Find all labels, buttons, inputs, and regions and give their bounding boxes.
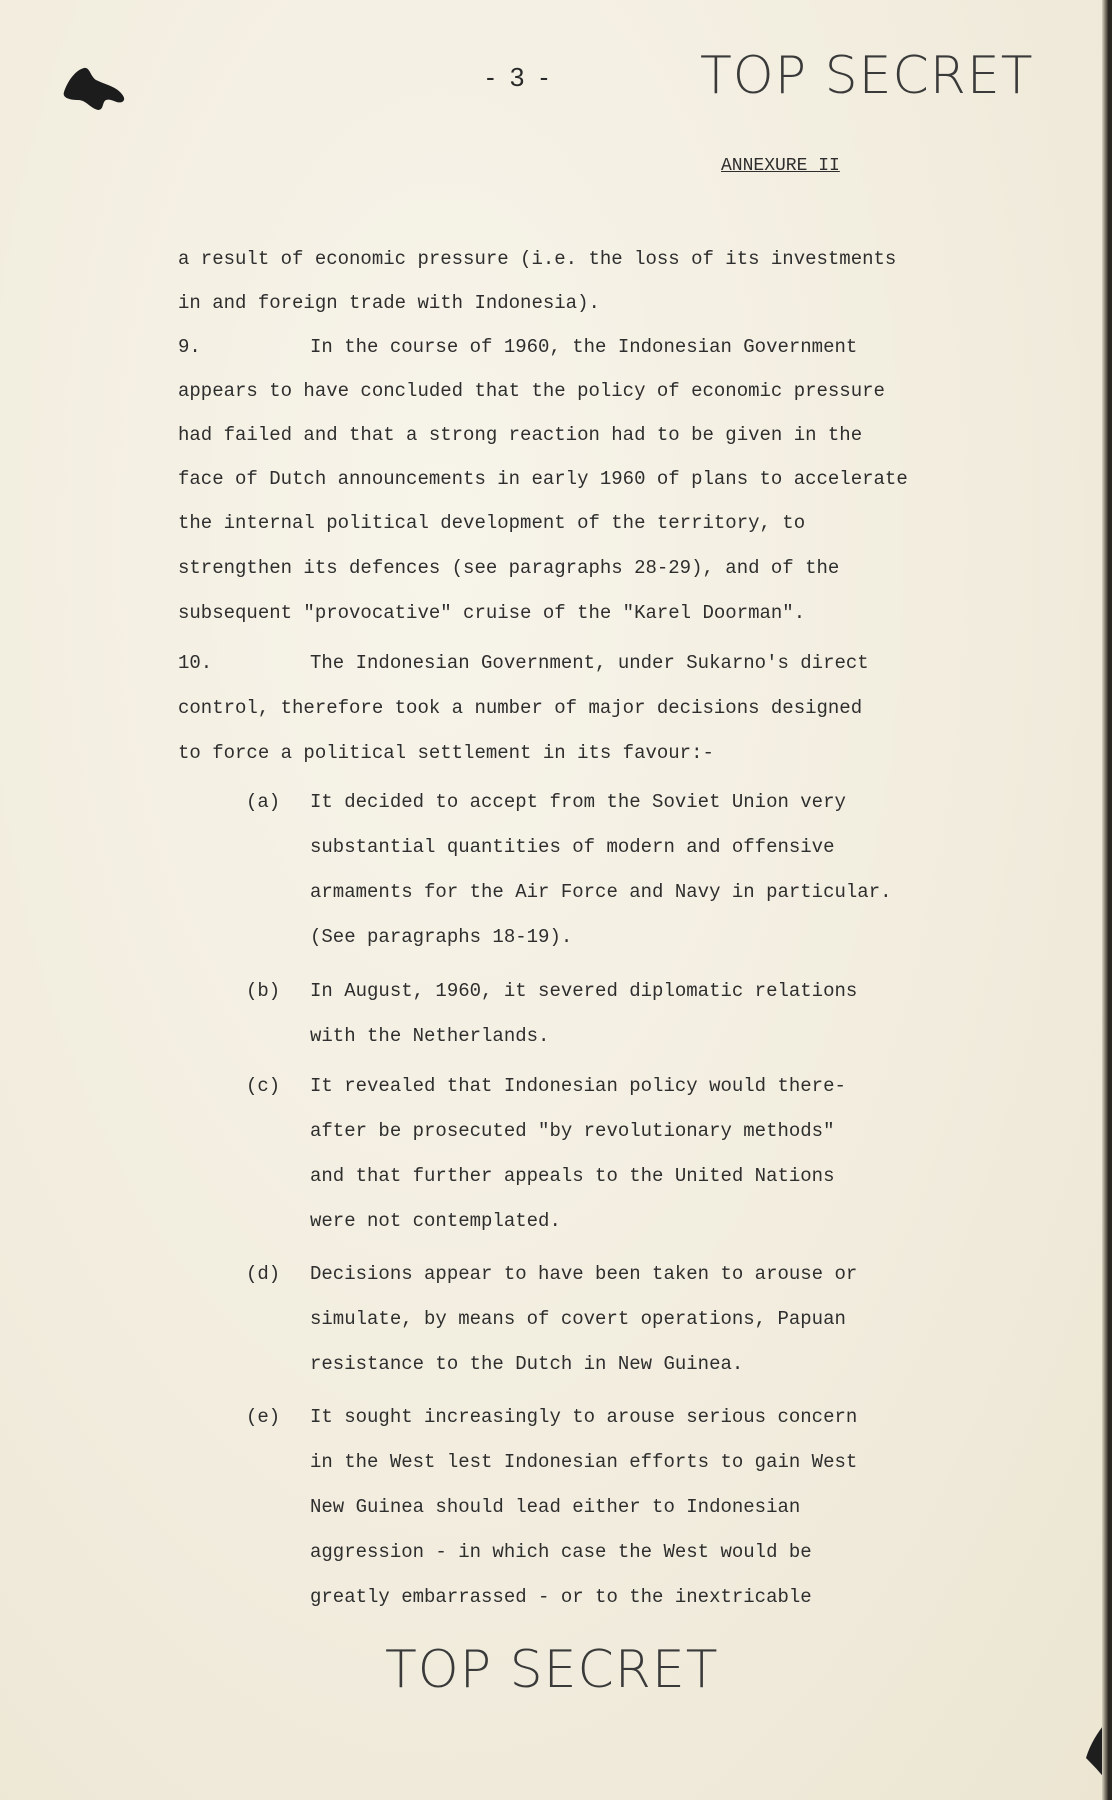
text-line: strengthen its defences (see paragraphs 28-29), and of the (178, 557, 840, 579)
text-line: substantial quantities of modern and offensive (310, 836, 835, 858)
paragraph-number: 9. (178, 336, 201, 358)
text-line: in and foreign trade with Indonesia). (178, 292, 600, 314)
text-line: Decisions appear to have been taken to arouse or (310, 1263, 858, 1285)
text-line: after be prosecuted "by revolutionary methods" (310, 1120, 835, 1142)
text-line: It sought increasingly to arouse serious concern (310, 1406, 858, 1428)
text-line: had failed and that a strong reaction had to be given in the (178, 424, 863, 446)
text-line: (See paragraphs 18-19). (310, 926, 573, 948)
text-line: control, therefore took a number of major decisions designed (178, 697, 863, 719)
text-line: were not contemplated. (310, 1210, 561, 1232)
text-line: In the course of 1960, the Indonesian Government (310, 336, 858, 358)
text-line: aggression - in which case the West would be (310, 1541, 812, 1563)
text-line: appears to have concluded that the policy of economic pressure (178, 380, 885, 402)
text-line: resistance to the Dutch in New Guinea. (310, 1353, 744, 1375)
text-line: with the Netherlands. (310, 1025, 550, 1047)
text-line: face of Dutch announcements in early 1960 of plans to accelerate (178, 468, 908, 490)
list-item-label: (e) (246, 1406, 281, 1428)
text-line: It decided to accept from the Soviet Union very (310, 791, 846, 813)
list-item-label: (b) (246, 980, 281, 1002)
text-line: and that further appeals to the United Nations (310, 1165, 835, 1187)
page-edge-shadow (1102, 0, 1108, 1800)
text-line: a result of economic pressure (i.e. the loss of its investments (178, 248, 897, 270)
text-line: It revealed that Indonesian policy would there- (310, 1075, 846, 1097)
text-line: New Guinea should lead either to Indonesian (310, 1496, 801, 1518)
text-line: In August, 1960, it severed diplomatic relations (310, 980, 858, 1002)
text-line: to force a political settlement in its favour:- (178, 742, 714, 764)
list-item-label: (c) (246, 1075, 281, 1097)
classification-stamp-bottom: TOP SECRET (385, 1640, 719, 1700)
list-item-label: (d) (246, 1263, 281, 1285)
annexure-heading: ANNEXURE II (721, 156, 840, 176)
text-line: in the West lest Indonesian efforts to gain West (310, 1451, 858, 1473)
text-line: greatly embarrassed - or to the inextricable (310, 1586, 812, 1608)
page-number: - 3 - (486, 62, 553, 92)
text-line: The Indonesian Government, under Sukarno's direct (310, 652, 869, 674)
text-line: simulate, by means of covert operations, Papuan (310, 1308, 846, 1330)
text-line: the internal political development of the territory, to (178, 512, 806, 534)
list-item-label: (a) (246, 791, 281, 813)
text-line: subsequent "provocative" cruise of the "Karel Doorman". (178, 602, 806, 624)
ink-blot-mark (60, 62, 132, 114)
paragraph-number: 10. (178, 652, 213, 674)
text-line: armaments for the Air Force and Navy in particular. (310, 881, 892, 903)
classification-stamp-top: TOP SECRET (700, 46, 1034, 106)
